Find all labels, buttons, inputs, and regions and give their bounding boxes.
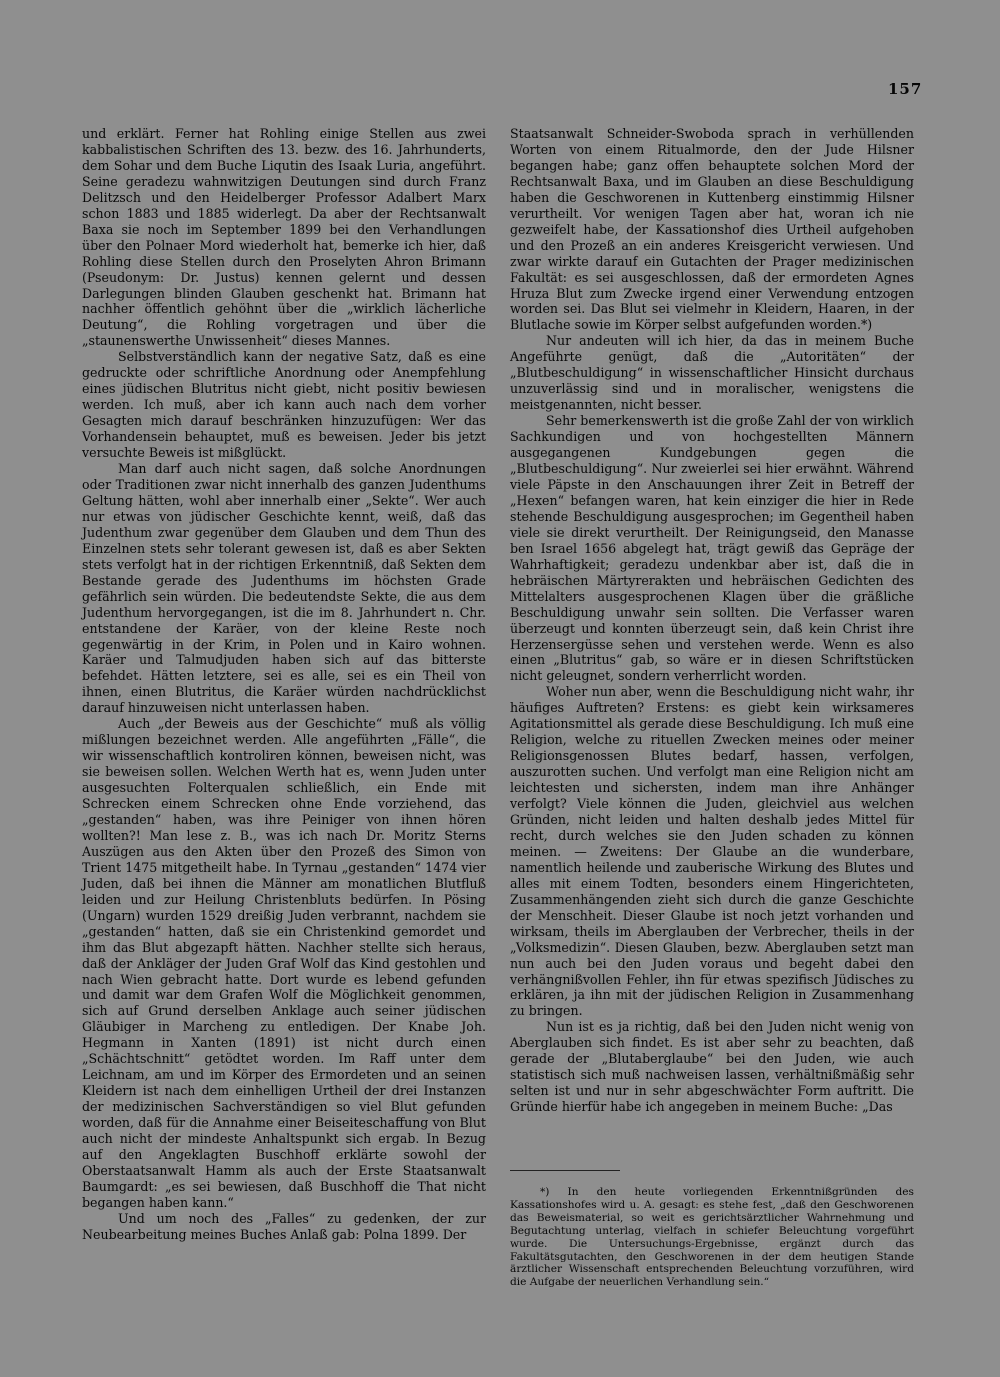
paragraph: Selbstverständlich kann der negative Satz, daß es eine gedruckte oder schriftliche Anordnung oder Anempfehlung eines jüdischen Blutritus nicht giebt, nicht positiv bewiesen werden. Ich muß, aber ich kann auch nach dem vorher Gesagten mich darauf beschränken hinzuzufügen: Wer das Vorhandensein behauptet, muß es beweisen. Jeder bis jetzt versuchte Beweis ist mißglückt. xyxy=(82,349,486,461)
paragraph: Sehr bemerkenswerth ist die große Zahl der von wirklich Sachkundigen und von hochgestellten Männern ausgegangenen Kundgebungen gegen die „Blutbeschuldigung“. Nur zweierlei sei hier erwähnt. Während viele Päpste in den Anschauungen ihrer Zeit in Betreff der „Hexen“ befangen waren, hat kein einziger die hier in Rede stehende Beschuldigung ausgesprochen; im Gegentheil haben viele sie direkt verurtheilt. Der Reinigungseid, den Manasse ben Israel 1656 abgelegt hat, trägt gewiß das Gepräge der Wahrhaftigkeit; geradezu undenkbar aber ist, daß die in hebräischen Märtyrerakten und hebräischen Gedichten des Mittelalters ausgesprochenen Klagen über die gräßliche Beschuldigung unwahr sein sollten. Die Verfasser waren überzeugt und konnten überzeugt sein, daß kein Christ ihre Herzensergüsse sehen und verstehen werde. Wenn es also einen „Blutritus“ gab, so wäre er in diesen Schriftstücken nicht geleugnet, sondern verherrlicht worden. xyxy=(510,413,914,684)
paragraph: Nur andeuten will ich hier, da das in meinem Buche Angeführte genügt, daß die „Autoritäten“ der „Blutbeschuldigung“ in wissenschaftlicher Hinsicht durchaus unzuverlässig sind und in moralischer, wenigstens die meistgenannten, nicht besser. xyxy=(510,333,914,413)
paragraph: Und um noch des „Falles“ zu gedenken, der zur Neubearbeitung meines Buches Anlaß gab: Polna 1899. Der xyxy=(82,1210,486,1242)
footnote-rule xyxy=(510,1170,620,1171)
footnote xyxy=(510,1186,914,1289)
paragraph: Nun ist es ja richtig, daß bei den Juden nicht wenig von Aberglauben sich findet. Es ist aber sehr zu beachten, daß gerade der „Blutaberglaube“ bei den Juden, wie auch statistisch sich muß nachweisen lassen, verhältnißmäßig sehr selten ist und nur in sehr abgeschwächter Form auftritt. Die Gründe hierfür habe ich angegeben in meinem Buche: „Das xyxy=(510,1019,914,1115)
footnote-text: *) In den heute vorliegenden Erkenntnißgründen des Kassationshofes wird u. A. gesagt: es stehe fest, „daß den Geschworenen das Beweismaterial, so weit es gerichtsärztlicher Wahrnehmung und Begutachtung unterlag, vielfach in schiefer Beleuchtung vorgeführt wurde. Die Untersuchungs-Ergebnisse, ergänzt durch das Fakultätsgutachten, den Geschworenen in der dem heutigen Stande ärztlicher Wissenschaft entsprechenden Beleuchtung vorzuführen, wird die Aufgabe der neuerlichen Verhandlung sein.“ xyxy=(510,1186,914,1289)
left-column xyxy=(82,126,486,1243)
right-column xyxy=(510,126,914,1115)
paragraph: Staatsanwalt Schneider-Swoboda sprach in verhüllenden Worten von einem Ritualmorde, den der Jude Hilsner begangen habe; ganz offen behauptete solchen Mord der Rechtsanwalt Baxa, und im Glauben an diese Beschuldigung haben die Geschworenen in Kuttenberg einstimmig Hilsner verurtheilt. Vor wenigen Tagen aber hat, woran ich nie gezweifelt habe, der Kassationshof dies Urtheil aufgehoben und den Prozeß an ein anderes Kreisgericht verwiesen. Und zwar wirkte darauf ein Gutachten der Prager medizinischen Fakultät: es sei ausgeschlossen, daß der ermordeten Agnes Hruza Blut zum Zwecke irgend einer Verwendung entzogen worden sei. Das Blut sei vielmehr in Kleidern, Haaren, in der Blutlache sowie im Körper selbst aufgefunden worden.*) xyxy=(510,126,914,333)
paragraph: Auch „der Beweis aus der Geschichte“ muß als völlig mißlungen bezeichnet werden. Alle angeführten „Fälle“, die wir wissenschaftlich kontroliren können, beweisen nicht, was sie beweisen sollen. Welchen Werth hat es, wenn Juden unter ausgesuchten Folterqualen schließlich, ein Ende mit Schrecken einem Schrecken ohne Ende vorziehend, das „gestanden“ haben, was ihre Peiniger von ihnen hören wollten?! Man lese z. B., was ich nach Dr. Moritz Sterns Auszügen aus den Akten über den Prozeß des Simon von Trient 1475 mitgetheilt habe. In Tyrnau „gestanden“ 1474 vier Juden, daß bei ihnen die Männer am monatlichen Blutfluß leiden und zur Heilung Christenbluts bedürfen. In Pösing (Ungarn) wurden 1529 dreißig Juden verbrannt, nachdem sie „gestanden“ hatten, daß sie ein Christenkind gemordet und ihm das Blut abgezapft hätten. Nachher stellte sich heraus, daß der Ankläger der Juden Graf Wolf das Kind gestohlen und nach Wien gebracht hatte. Dort wurde es lebend gefunden und damit war dem Grafen Wolf die Möglichkeit genommen, sich auf Grund derselben Anklage auch seiner jüdischen Gläubiger in Marcheng zu entledigen. Der Knabe Joh. Hegmann in Xanten (1891) ist nicht durch einen „Schächtschnitt“ getödtet worden. Im Raff unter dem Leichnam, am und im Körper des Ermordeten und an seinen Kleidern ist nach dem einhelligen Urtheil der drei Instanzen der medizinischen Sachverständigen so viel Blut gefunden worden, daß für die Annahme einer Beiseiteschaffung von Blut auch nicht der mindeste Anhaltspunkt sich ergab. In Bezug auf den Angeklagten Buschhoff erklärte sowohl der Oberstaatsanwalt Hamm als auch der Erste Staatsanwalt Baumgardt: „es sei bewiesen, daß Buschhoff die That nicht begangen haben kann.“ xyxy=(82,716,486,1210)
paragraph: Man darf auch nicht sagen, daß solche Anordnungen oder Traditionen zwar nicht innerhalb des ganzen Judenthums Geltung hätten, wohl aber innerhalb einer „Sekte“. Wer auch nur etwas von jüdischer Geschichte kennt, weiß, daß das Judenthum zwar gegenüber dem Glauben und dem Thun des Einzelnen stets sehr tolerant gewesen ist, daß es aber Sekten stets verfolgt hat in der richtigen Erkenntniß, daß Sekten dem Bestande gerade des Judenthums im höchsten Grade gefährlich sein würden. Die bedeutendste Sekte, die aus dem Judenthum hervorgegangen, ist die im 8. Jahrhundert n. Chr. entstandene der Karäer, von der kleine Reste noch gegenwärtig in der Krim, in Polen und in Kairo wohnen. Karäer und Talmudjuden haben sich auf das bitterste befehdet. Hätten letztere, sei es alle, sei es ein Theil von ihnen, einen Blutritus, die Karäer würden nachdrücklichst darauf hinzuweisen nicht unterlassen haben. xyxy=(82,461,486,716)
paragraph: Woher nun aber, wenn die Beschuldigung nicht wahr, ihr häufiges Auftreten? Erstens: es giebt kein wirksameres Agitationsmittel als gerade diese Beschuldigung. Ich muß eine Religion, welche zu rituellen Zwecken meines oder meiner Religionsgenossen Blutes bedarf, hassen, verfolgen, auszurotten suchen. Und verfolgt man eine Religion nicht am leichtesten und sichersten, indem man ihre Anhänger verfolgt? Viele können die Juden, gleichviel aus welchen Gründen, nicht leiden und halten deshalb jedes Mittel für recht, durch welches sie den Juden schaden zu können meinen. — Zweitens: Der Glaube an die wunderbare, namentlich heilende und zauberische Wirkung des Blutes und alles mit einem Todten, besonders einem Hingerichteten, Zusammenhängenden zieht sich durch die ganze Geschichte der Menschheit. Dieser Glaube ist noch jetzt vorhanden und wirksam, theils im Aberglauben der Verbrecher, theils in der „Volksmedizin“. Diesen Glauben, bezw. Aberglauben setzt man nun auch bei den Juden voraus und begeht dabei den verhängnißvollen Fehler, ihn für etwas spezifisch Jüdisches zu erklären, ja ihn mit der jüdischen Religion in Zusammenhang zu bringen. xyxy=(510,684,914,1019)
paragraph: und erklärt. Ferner hat Rohling einige Stellen aus zwei kabbalistischen Schriften des 13. bezw. des 16. Jahrhunderts, dem Sohar und dem Buche Liqutin des Isaak Luria, angeführt. Seine geradezu wahnwitzigen Deutungen sind durch Franz Delitzsch und den Heidelberger Professor Adalbert Marx schon 1883 und 1885 widerlegt. Da aber der Rechtsanwalt Baxa sie noch im September 1899 bei den Verhandlungen über den Polnaer Mord wiederholt hat, bemerke ich hier, daß Rohling diese Stellen durch den Proselyten Ahron Brimann (Pseudonym: Dr. Justus) kennen gelernt und dessen Darlegungen blinden Glauben geschenkt hat. Brimann hat nachher öffentlich gehöhnt über die „wirklich lächerliche Deutung“, die Rohling vorgetragen und über die „staunenswerthe Unwissenheit“ dieses Mannes. xyxy=(82,126,486,349)
page-number: 157 xyxy=(888,80,923,98)
